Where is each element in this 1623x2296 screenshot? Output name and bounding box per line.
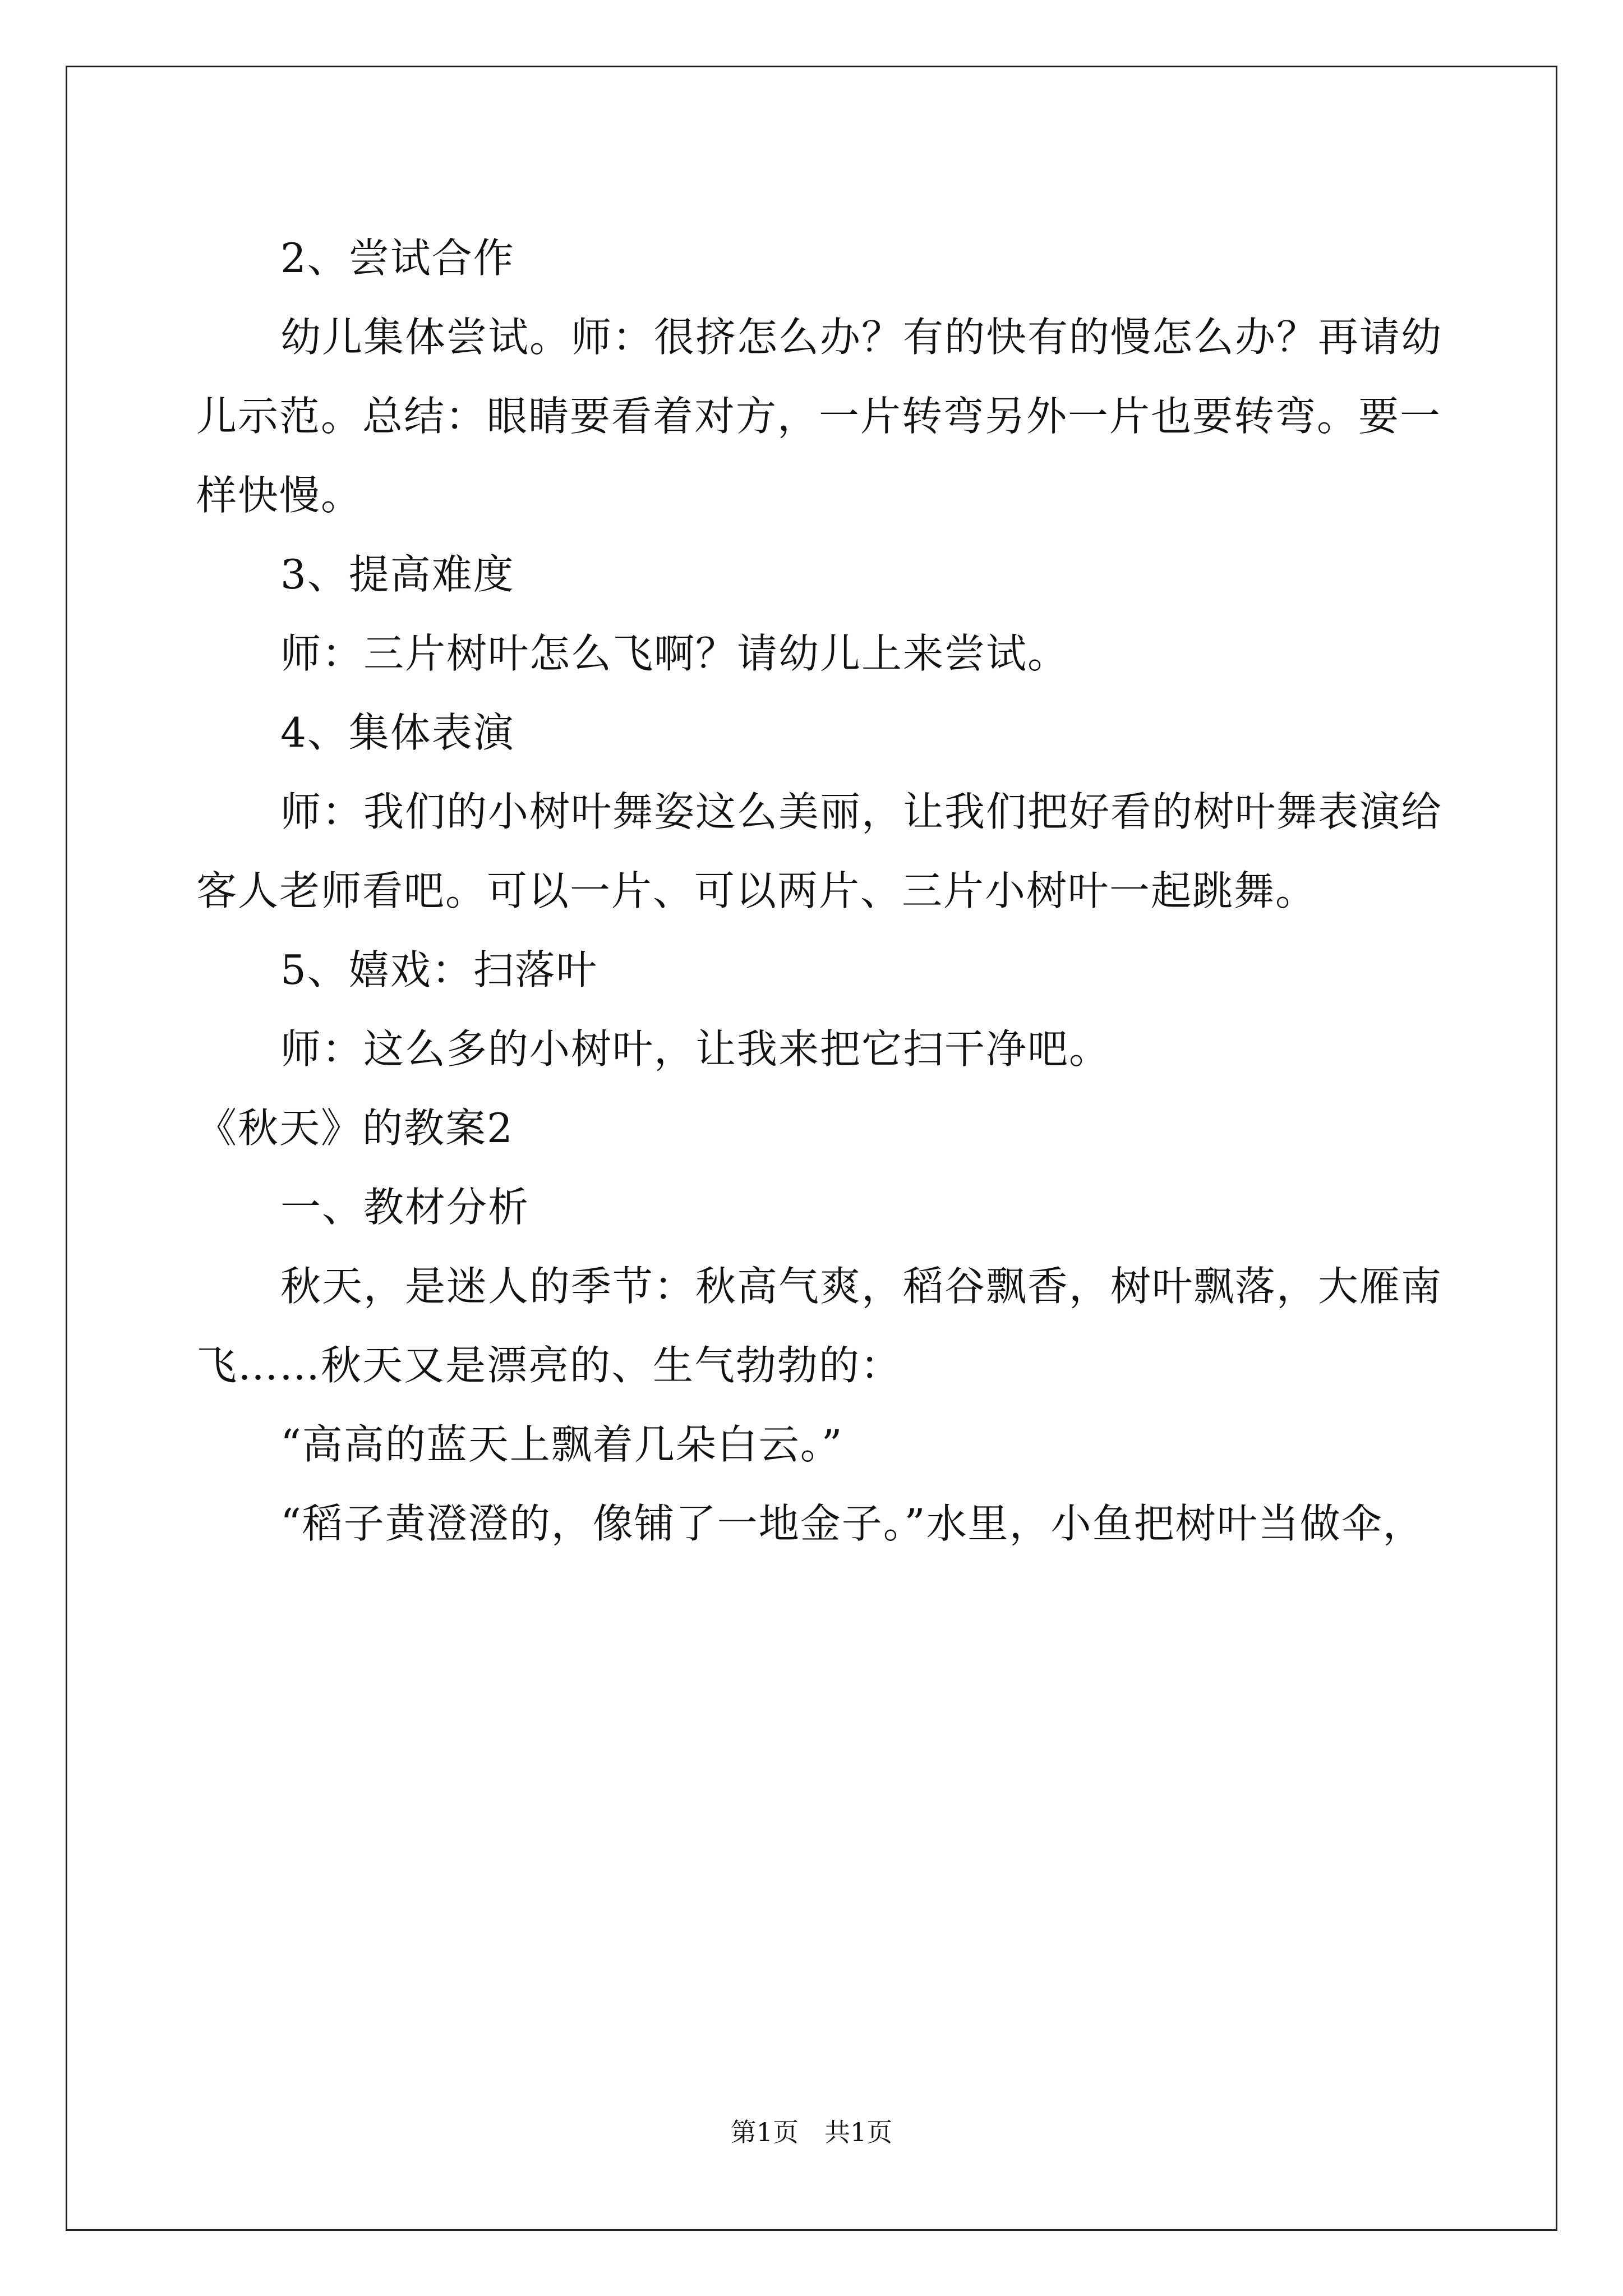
paragraph-2: 幼儿集体尝试。师：很挤怎么办？有的快有的慢怎么办？再请幼	[280, 314, 1443, 361]
paragraph-1: 2、尝试合作	[280, 234, 515, 282]
paragraph-6: 师：三片树叶怎么飞啊？请幼儿上来尝试。	[280, 630, 1069, 677]
paragraph-3: 儿示范。总结：眼睛要看着对方，一片转弯另外一片也要转弯。要一	[196, 393, 1442, 440]
paragraph-13: 一、教材分析	[280, 1184, 530, 1231]
paragraph-14: 秋天，是迷人的季节：秋高气爽，稻谷飘香，树叶飘落，大雁南	[280, 1263, 1443, 1310]
paragraph-17: “稻子黄澄澄的，像铺了一地金子。”水里，小鱼把树叶当做伞，	[280, 1500, 1424, 1547]
paragraph-4: 样快慢。	[196, 472, 363, 519]
page-footer: 第1页 共1页	[730, 2117, 893, 2147]
paragraph-7: 4、集体表演	[280, 709, 515, 756]
paragraph-15: 飞……秋天又是漂亮的、生气勃勃的：	[196, 1342, 902, 1389]
paragraph-5: 3、提高难度	[280, 551, 515, 598]
paragraph-9: 客人老师看吧。可以一片、可以两片、三片小树叶一起跳舞。	[196, 867, 1317, 914]
paragraph-11: 师：这么多的小树叶，让我来把它扫干净吧。	[280, 1025, 1111, 1073]
paragraph-8: 师：我们的小树叶舞姿这么美丽，让我们把好看的树叶舞表演给	[280, 788, 1443, 835]
document-body	[196, 219, 1443, 1563]
paragraph-16: “高高的蓝天上飘着几朵白云。”	[280, 1421, 843, 1468]
section-title: 《秋天》的教案2	[196, 1105, 514, 1152]
paragraph-10: 5、嬉戏：扫落叶	[280, 946, 598, 993]
